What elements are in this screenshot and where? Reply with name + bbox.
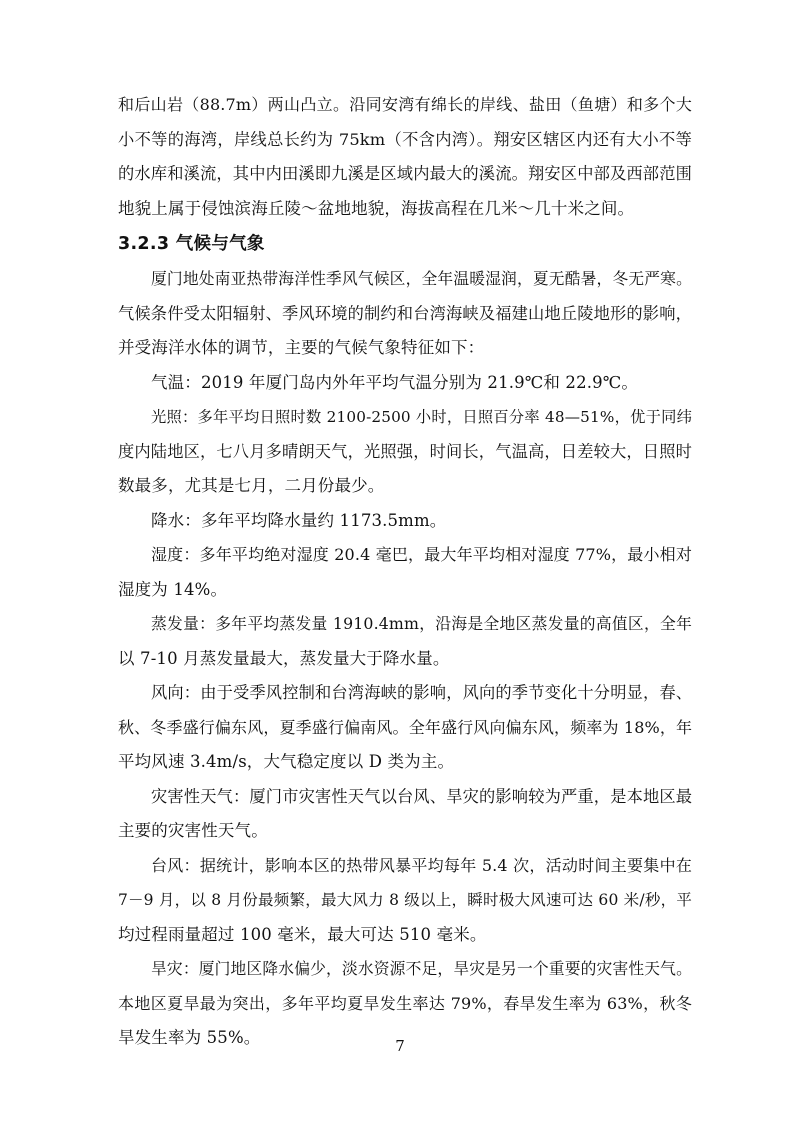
text-line: 旱灾：厦门地区降水偏少，淡水资源不足，旱灾是另一个重要的灾害性天气。 — [151, 959, 692, 978]
text-line: 数最多，尤其是七月，二月份最少。 — [118, 476, 385, 495]
text-line: 气温：2019 年厦门岛内外年平均气温分别为 21.9℃和 22.9℃。 — [151, 372, 639, 392]
page-number: 7 — [395, 1037, 405, 1055]
section-heading: 3.2.3 气候与气象 — [118, 234, 265, 254]
text-line: 度内陆地区，七八月多晴朗天气，光照强，时间长，气温高，日差较大，日照时 — [118, 441, 692, 461]
text-line: 均过程雨量超过 100 毫米，最大可达 510 毫米。 — [118, 924, 487, 944]
text-line: 厦门地处南亚热带海洋性季风气候区，全年温暖湿润，夏无酷暑，冬无严寒。 — [151, 269, 692, 288]
text-line: 台风：据统计，影响本区的热带风暴平均每年 5.4 次，活动时间主要集中在 — [151, 855, 692, 875]
text-line: 小不等的海湾，岸线总长约为 75km（不含内湾）。翔安区辖区内还有大小不等 — [118, 129, 692, 149]
text-line: 主要的灾害性天气。 — [118, 821, 268, 840]
text-line: 气候条件受太阳辐射、季风环境的制约和台湾海峡及福建山地丘陵地形的影响， — [118, 303, 692, 323]
text-line: 平均风速 3.4m/s，大气稳定度以 D 类为主。 — [118, 752, 455, 771]
text-line: 风向：由于受季风控制和台湾海峡的影响，风向的季节变化十分明显，春、 — [151, 683, 693, 702]
text-line: 地貌上属于侵蚀滨海丘陵～盆地地貌，海拔高程在几米～几十米之间。 — [118, 198, 635, 218]
text-line: 以 7-10 月蒸发量最大，蒸发量大于降水量。 — [118, 648, 450, 668]
text-line: 灾害性天气：厦门市灾害性天气以台风、旱灾的影响较为严重，是本地区最 — [151, 786, 693, 806]
text-line: 光照：多年平均日照时数 2100-2500 小时，日照百分率 48—51%，优于同纬 — [151, 408, 692, 426]
text-line: 的水库和溪流，其中内田溪即九溪是区域内最大的溪流。翔安区中部及西部范围 — [118, 164, 692, 183]
text-line: 降水：多年平均降水量约 1173.5mm。 — [151, 510, 447, 530]
text-line: 湿度：多年平均绝对湿度 20.4 毫巴，最大年平均相对湿度 77%，最小相对 — [151, 545, 692, 564]
text-line: 湿度为 14%。 — [118, 579, 228, 599]
text-line: 和后山岩（88.7m）两山凸立。沿同安湾有绵长的岸线、盐田（鱼塘）和多个大 — [118, 95, 692, 114]
text-line: 蒸发量：多年平均蒸发量 1910.4mm，沿海是全地区蒸发量的高值区，全年 — [151, 614, 692, 633]
document-body — [118, 88, 692, 1056]
text-line: 本地区夏旱最为突出，多年平均夏旱发生率达 79%，春旱发生率为 63%，秋冬 — [118, 993, 692, 1013]
text-line: 旱发生率为 55%。 — [118, 1028, 261, 1047]
text-line: 秋、冬季盛行偏东风，夏季盛行偏南风。全年盛行风向偏东风，频率为 18%，年 — [118, 717, 693, 737]
text-line: 7－9 月，以 8 月份最频繁，最大风力 8 级以上，瞬时极大风速可达 60 米/秒，平 — [118, 891, 692, 909]
text-line: 并受海洋水体的调节，主要的气候气象特征如下： — [118, 338, 485, 357]
